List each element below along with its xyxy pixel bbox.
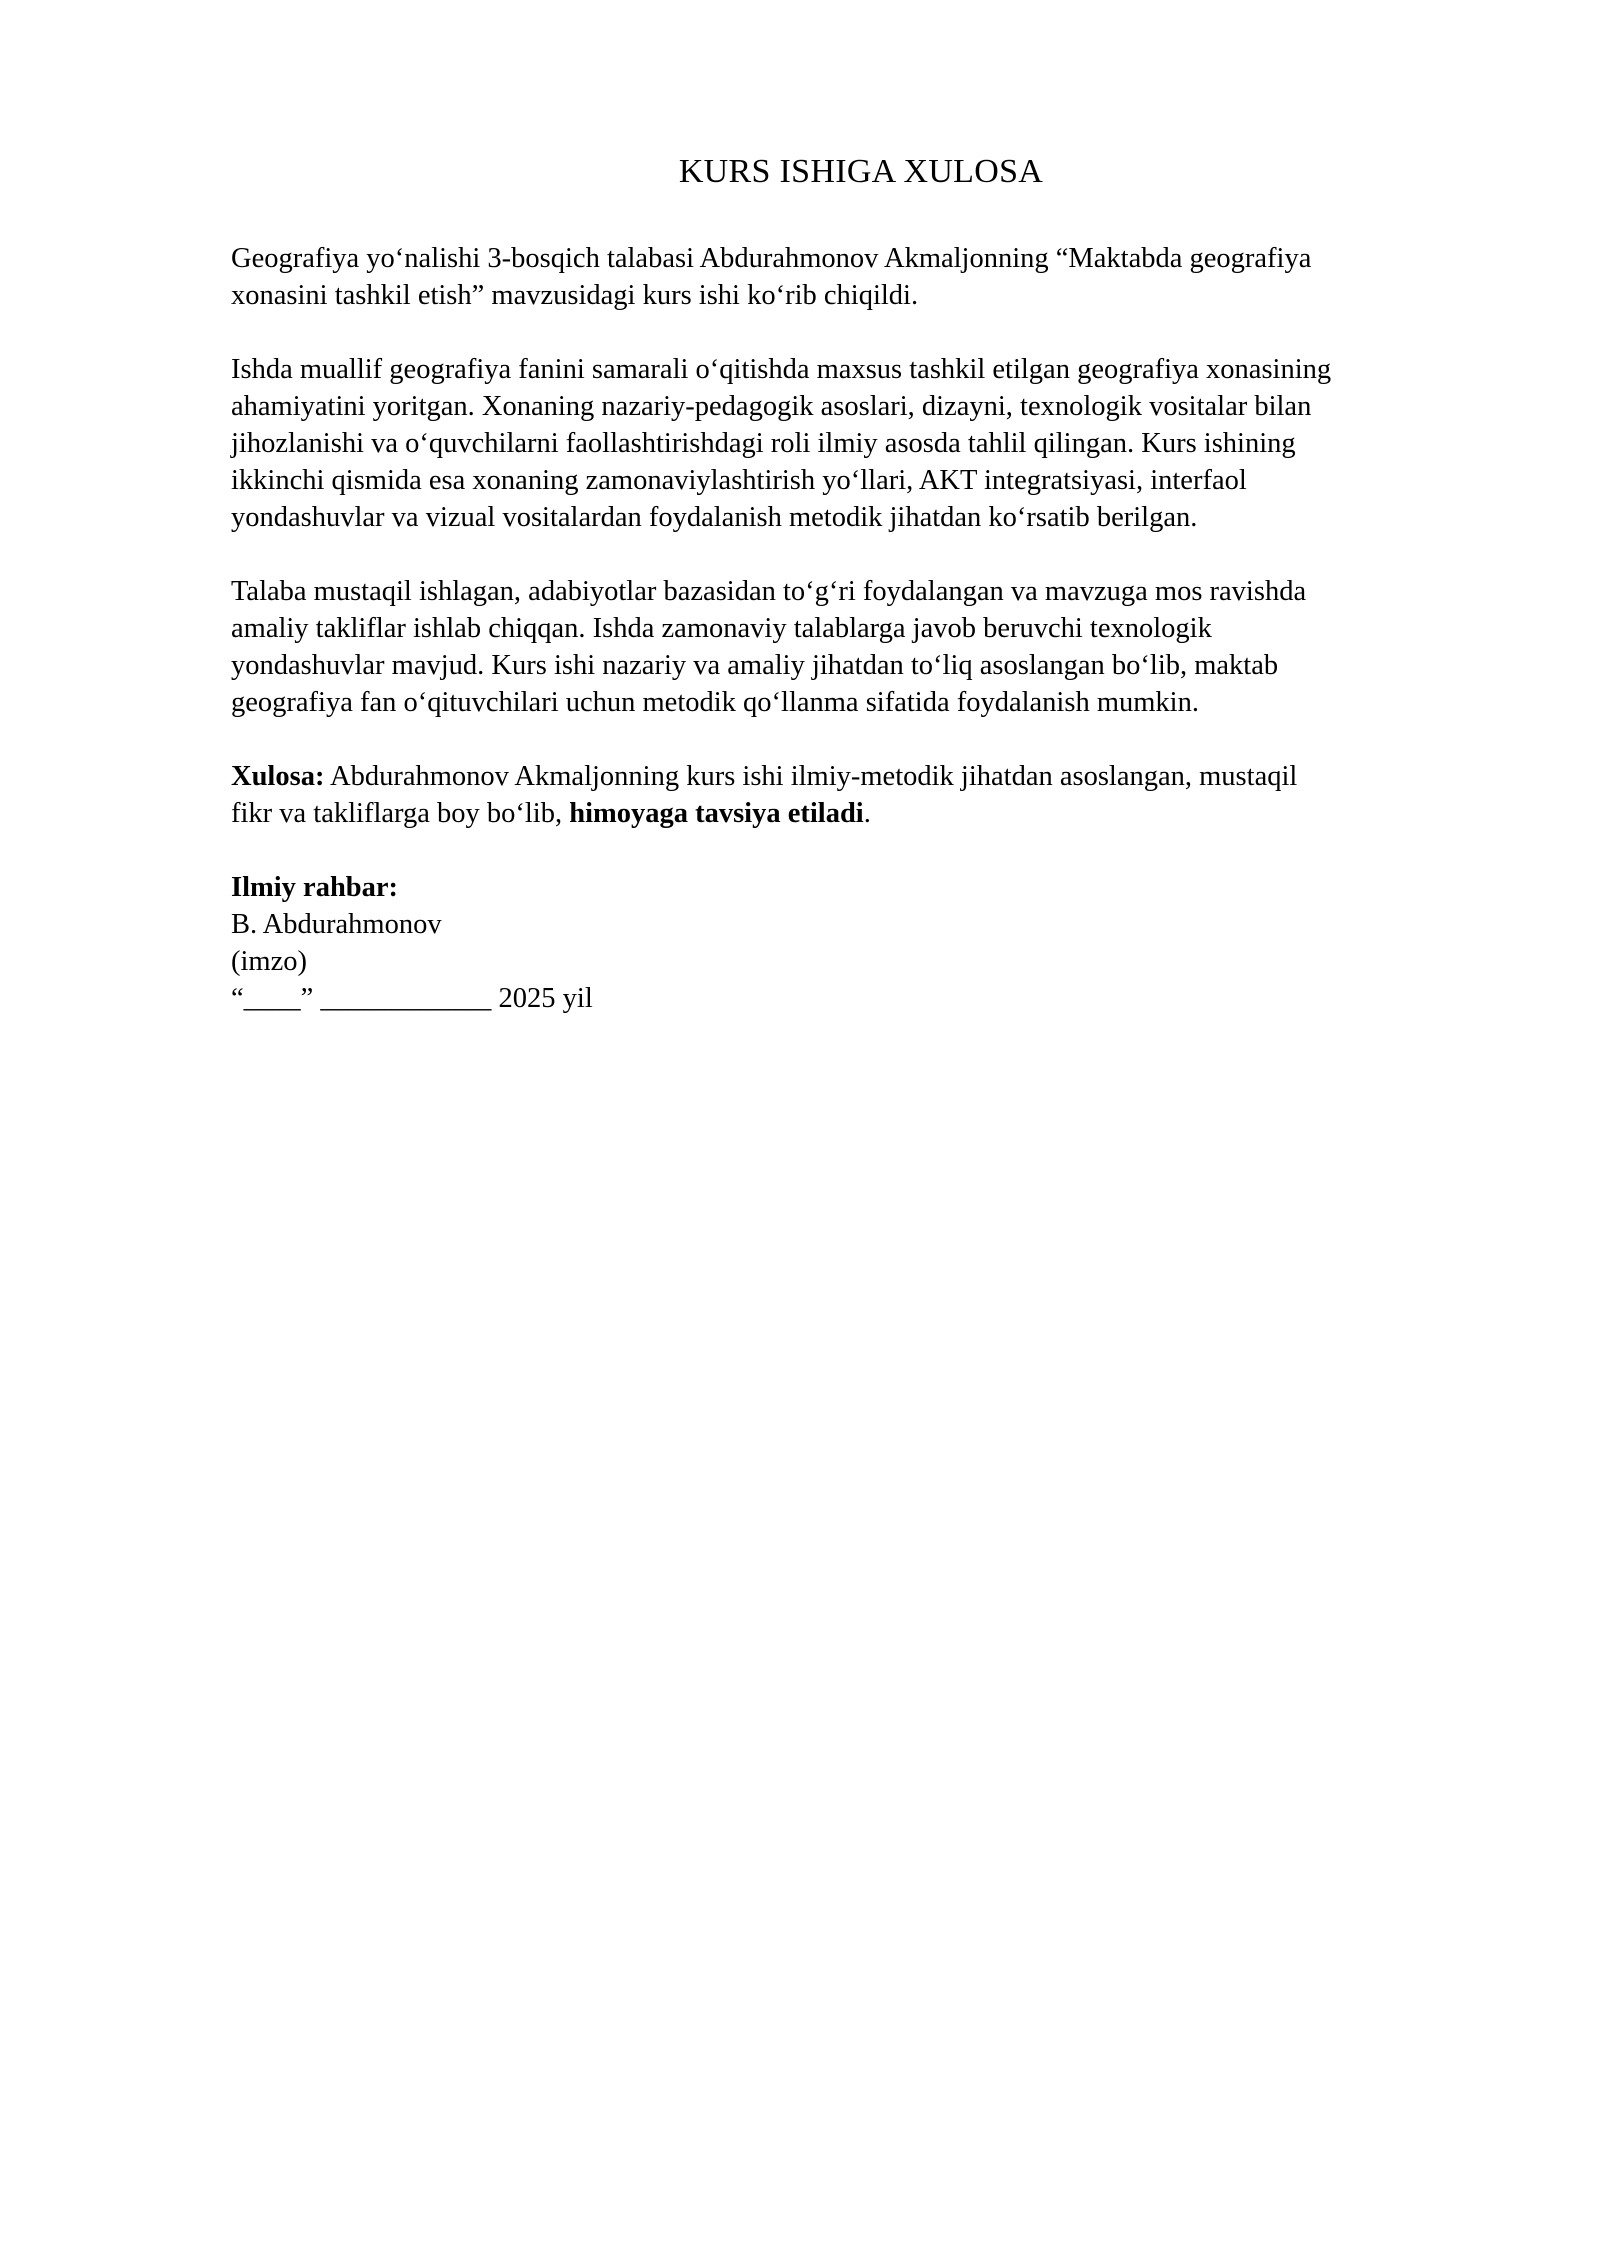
signature-block bbox=[231, 869, 1491, 1017]
document-title: KURS ISHIGA XULOSA bbox=[678, 153, 1044, 190]
supervisor-label: Ilmiy rahbar: bbox=[231, 872, 399, 903]
conclusion-text-2: fikr va takliflarga boy bo‘lib, bbox=[231, 798, 570, 829]
evaluation-line-2: amaliy takliflar ishlab chiqqan. Ishda zamonaviy talablarga javob beruvchi texnologik bbox=[231, 613, 1212, 644]
date-line: “____” ____________ 2025 yil bbox=[231, 983, 593, 1014]
intro-line-2: xonasini tashkil etish” mavzusidagi kurs ishi ko‘rib chiqildi. bbox=[231, 280, 919, 311]
evaluation-paragraph bbox=[231, 573, 1491, 721]
intro-paragraph bbox=[231, 240, 1491, 314]
evaluation-line-4: geografiya fan o‘qituvchilari uchun metodik qo‘llanma sifatida foydalanish mumkin. bbox=[231, 687, 1199, 718]
conclusion-emphasis: himoyaga tavsiya etiladi bbox=[569, 798, 864, 829]
analysis-line-1: Ishda muallif geografiya fanini samarali o‘qitishda maxsus tashkil etilgan geografiya xonasining bbox=[231, 354, 1332, 385]
conclusion-end: . bbox=[863, 798, 871, 829]
signature-note: (imzo) bbox=[231, 946, 307, 977]
conclusion-text-1: Abdurahmonov Akmaljonning kurs ishi ilmiy-metodik jihatdan asoslangan, mustaqil bbox=[324, 761, 1298, 792]
analysis-line-2: ahamiyatini yoritgan. Xonaning nazariy-pedagogik asoslari, dizayni, texnologik vositalar bilan bbox=[231, 391, 1312, 422]
document-page bbox=[231, 150, 1491, 1017]
analysis-paragraph bbox=[231, 351, 1491, 536]
analysis-line-4: ikkinchi qismida esa xonaning zamonaviylashtirish yo‘llari, AKT integratsiyasi, interfaol bbox=[231, 465, 1247, 496]
conclusion-paragraph bbox=[231, 758, 1491, 832]
evaluation-line-3: yondashuvlar mavjud. Kurs ishi nazariy va amaliy jihatdan to‘liq asoslangan bo‘lib, maktab bbox=[231, 650, 1279, 681]
evaluation-line-1: Talaba mustaqil ishlagan, adabiyotlar bazasidan to‘g‘ri foydalangan va mavzuga mos ravishda bbox=[231, 576, 1307, 607]
conclusion-label: Xulosa: bbox=[231, 761, 325, 792]
analysis-line-3: jihozlanishi va o‘quvchilarni faollashtirishdagi roli ilmiy asosda tahlil qilingan. Kurs ishining bbox=[231, 428, 1296, 459]
analysis-line-5: yondashuvlar va vizual vositalardan foydalanish metodik jihatdan ko‘rsatib berilgan. bbox=[231, 502, 1198, 533]
supervisor-name: B. Abdurahmonov bbox=[231, 909, 442, 940]
intro-line-1: Geografiya yo‘nalishi 3-bosqich talabasi Abdurahmonov Akmaljonning “Maktabda geografiya bbox=[231, 243, 1312, 274]
